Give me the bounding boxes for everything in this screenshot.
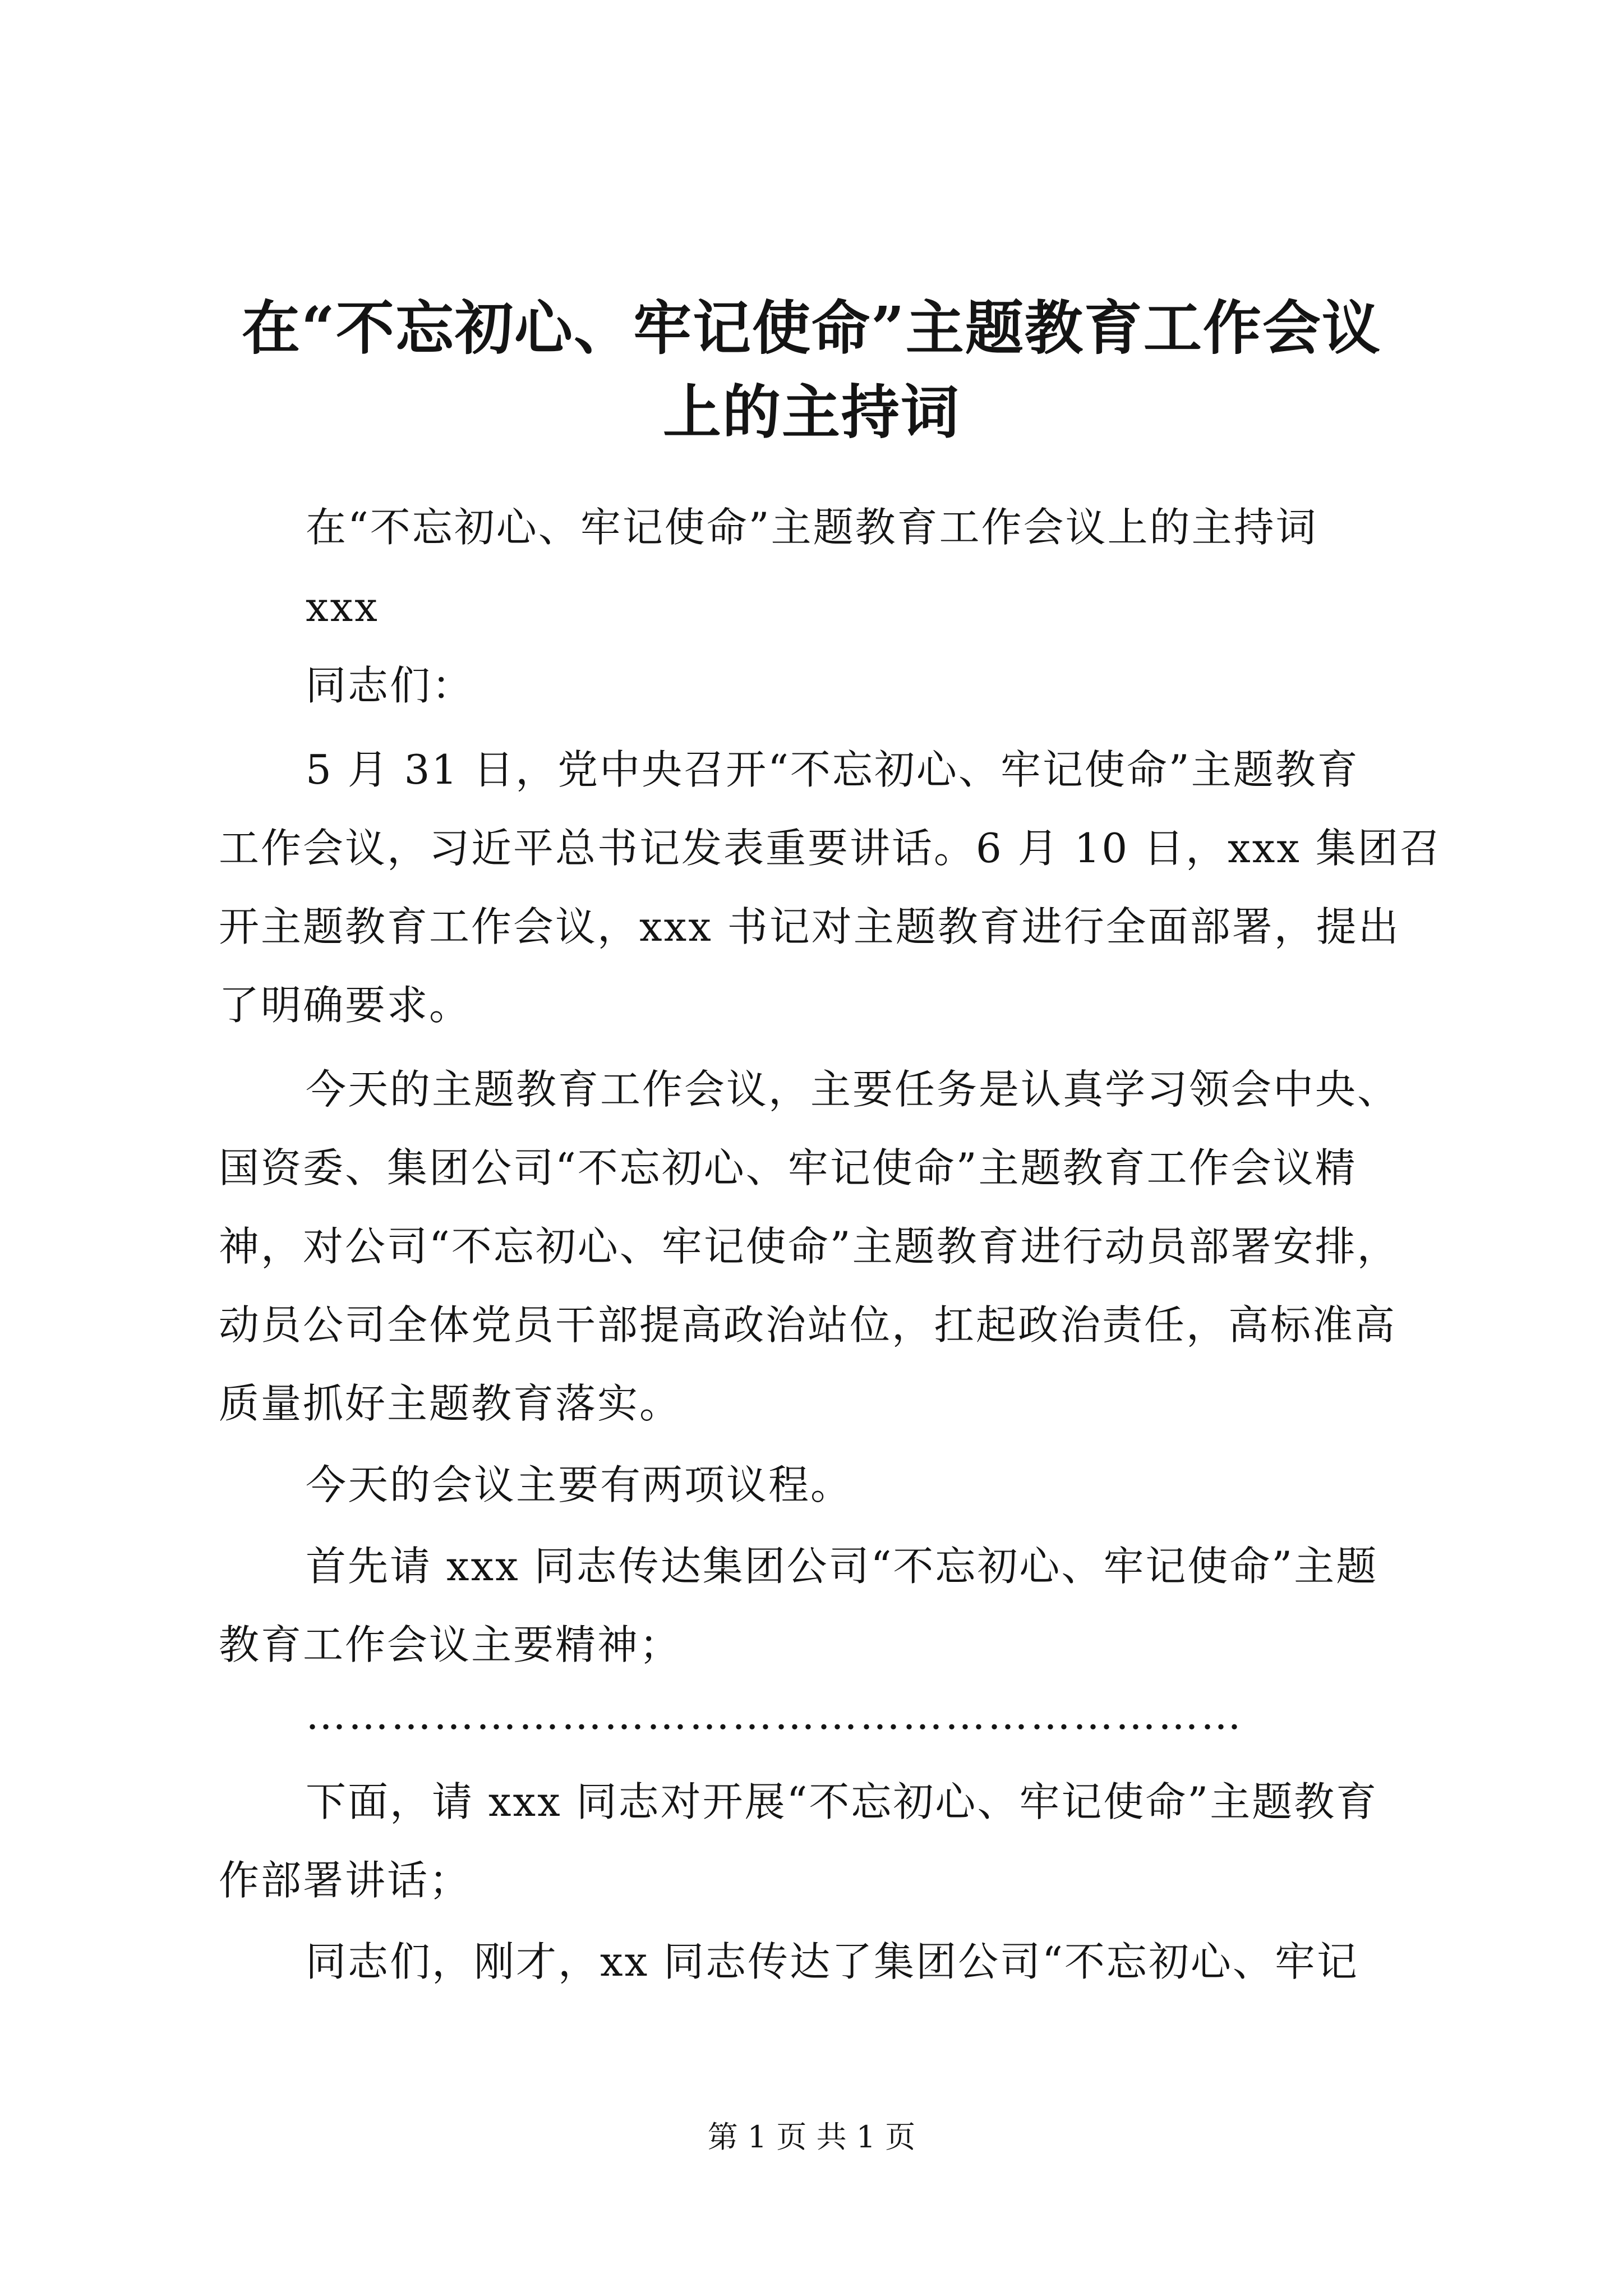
body-line-3: 开主题教育工作会议，xxx 书记对主题教育进行全面部署，提出 <box>219 903 1400 950</box>
salutation: 同志们： <box>306 662 474 709</box>
body-line-16: 同志们，刚才，xx 同志传达了集团公司“不忘初心、牢记 <box>306 1938 1359 1985</box>
body-line-8: 动员公司全体党员干部提高政治站位，扛起政治责任，高标准高 <box>219 1301 1397 1349</box>
body-line-1: 5 月 31 日，党中央召开“不忘初心、牢记使命”主题教育 <box>306 746 1359 793</box>
body-line-7: 神，对公司“不忘初心、牢记使命”主题教育进行动员部署安排， <box>219 1223 1399 1270</box>
document-title-line-1: 在“不忘初心、牢记使命”主题教育工作会议 <box>242 293 1381 362</box>
ellipsis-separator: ………………………………………………………… <box>306 1691 1243 1738</box>
body-line-11: 首先请 xxx 同志传达集团公司“不忘初心、牢记使命”主题 <box>306 1543 1378 1590</box>
body-line-5: 今天的主题教育工作会议，主要任务是认真学习领会中央、 <box>306 1066 1400 1113</box>
body-line-2: 工作会议，习近平总书记发表重要讲话。6 月 10 日，xxx 集团召 <box>219 825 1442 872</box>
document-author: xxx <box>306 583 379 631</box>
body-line-10: 今天的会议主要有两项议程。 <box>306 1461 853 1508</box>
body-line-4: 了明确要求。 <box>219 982 472 1029</box>
body-line-6: 国资委、集团公司“不忘初心、牢记使命”主题教育工作会议精 <box>219 1144 1357 1191</box>
body-line-9: 质量抓好主题教育落实。 <box>219 1380 682 1427</box>
body-line-14: 下面，请 xxx 同志对开展“不忘初心、牢记使命”主题教育 <box>306 1778 1378 1825</box>
body-line-12: 教育工作会议主要精神； <box>219 1621 682 1668</box>
document-title-line-2: 上的主持词 <box>662 378 960 447</box>
document-subtitle: 在“不忘初心、牢记使命”主题教育工作会议上的主持词 <box>306 504 1318 551</box>
body-line-15: 作部署讲话； <box>219 1857 472 1904</box>
page-footer: 第 1 页 共 1 页 <box>707 2119 916 2155</box>
